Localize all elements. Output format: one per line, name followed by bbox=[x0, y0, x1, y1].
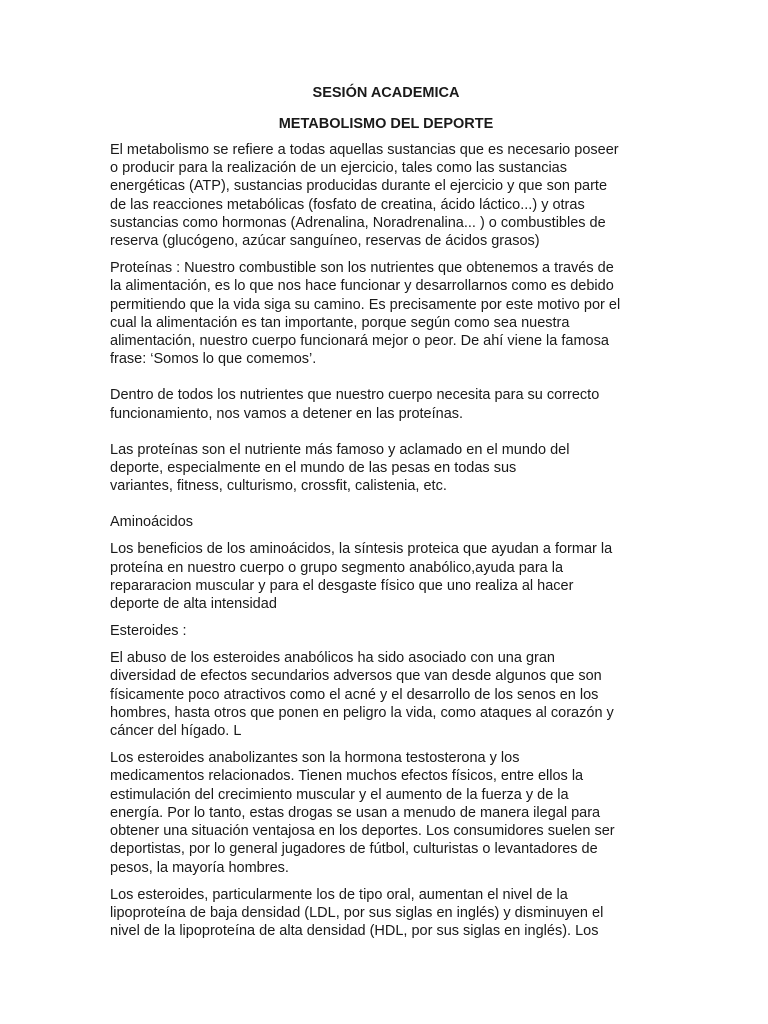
text-line: variantes, fitness, culturismo, crossfit, calistenia, etc. bbox=[110, 478, 447, 495]
paragraph-abuso-esteroides bbox=[110, 649, 662, 740]
document-title: SESIÓN ACADEMICA bbox=[312, 85, 460, 101]
text-line: Dentro de todos los nutrientes que nuestro cuerpo necesita para su correcto bbox=[110, 387, 600, 404]
text-line: El abuso de los esteroides anabólicos ha sido asociado con una gran bbox=[110, 650, 555, 667]
text-line: Los beneficios de los aminoácidos, la síntesis proteica que ayudan a formar la bbox=[110, 541, 613, 558]
text-line: estimulación del crecimiento muscular y el aumento de la fuerza y de la bbox=[110, 786, 569, 803]
text-line: deportistas, por lo general jugadores de fútbol, culturistas o levantadores de bbox=[110, 841, 598, 858]
paragraph-lipoproteinas bbox=[110, 886, 662, 941]
paragraph-aminoacidos bbox=[110, 540, 662, 613]
text-line: energéticas (ATP), sustancias producidas durante el ejercicio y que son parte bbox=[110, 178, 608, 195]
text-line: energía. Por lo tanto, estas drogas se usan a menudo de manera ilegal para bbox=[110, 804, 601, 821]
text-line: cual la alimentación es tan importante, porque según como sea nuestra bbox=[110, 314, 570, 331]
text-line: deporte, especialmente en el mundo de las pesas en todas sus bbox=[110, 460, 517, 477]
document-subtitle: METABOLISMO DEL DEPORTE bbox=[278, 116, 494, 132]
text-line: medicamentos relacionados. Tienen muchos efectos físicos, entre ellos la bbox=[110, 768, 584, 785]
text-line: diversidad de efectos secundarios adversos que van desde algunos que son bbox=[110, 668, 602, 685]
text-line: Proteínas : Nuestro combustible son los nutrientes que obtenemos a través de bbox=[110, 260, 614, 277]
text-line: o producir para la realización de un ejercicio, tales como las sustancias bbox=[110, 160, 567, 177]
text-line: sustancias como hormonas (Adrenalina, Noradrenalina... ) o combustibles de bbox=[110, 214, 606, 231]
text-line: cáncer del hígado. L bbox=[110, 723, 242, 740]
section-label-esteroides: Esteroides : bbox=[110, 623, 187, 640]
text-line: Las proteínas son el nutriente más famoso y aclamado en el mundo del bbox=[110, 441, 570, 458]
paragraph-proteinas-deporte bbox=[110, 441, 662, 496]
text-line: proteína en nuestro cuerpo o grupo segmento anabólico,ayuda para la bbox=[110, 559, 564, 576]
paragraph-esteroides-anabolizantes bbox=[110, 749, 662, 876]
text-line: pesos, la mayoría hombres. bbox=[110, 859, 289, 876]
text-line: funcionamiento, nos vamos a detener en las proteínas. bbox=[110, 405, 464, 422]
text-line: El metabolismo se refiere a todas aquellas sustancias que es necesario poseer bbox=[110, 142, 619, 158]
text-line: permitiendo que la vida siga su camino. Es precisamente por este motivo por el bbox=[110, 296, 621, 313]
text-line: hombres, hasta otros que ponen en peligro la vida, como ataques al corazón y bbox=[110, 704, 614, 721]
text-line: nivel de la lipoproteína de alta densidad (HDL, por sus siglas en inglés). Los bbox=[110, 923, 599, 940]
text-line: deporte de alta intensidad bbox=[110, 596, 277, 613]
text-line: frase: ‘Somos lo que comemos’. bbox=[110, 351, 317, 368]
text-line: de las reacciones metabólicas (fosfato de creatina, ácido láctico...) y otras bbox=[110, 196, 585, 213]
text-line: repararacion muscular y para el desgaste físico que uno realiza al hacer bbox=[110, 577, 574, 594]
text-line: obtener una situación ventajosa en los deportes. Los consumidores suelen ser bbox=[110, 823, 615, 840]
text-line: físicamente poco atractivos como el acné y el desarrollo de los senos en los bbox=[110, 686, 599, 703]
text-line: la alimentación, es lo que nos hace funcionar y desarrollarnos como es debido bbox=[110, 278, 614, 295]
text-line: reserva (glucógeno, azúcar sanguíneo, reservas de ácidos grasos) bbox=[110, 233, 540, 250]
text-line: lipoproteína de baja densidad (LDL, por sus siglas en inglés) y disminuyen el bbox=[110, 904, 604, 921]
text-line: alimentación, nuestro cuerpo funcionará mejor o peor. De ahí viene la famosa bbox=[110, 333, 609, 350]
document-content bbox=[110, 84, 662, 949]
paragraph-nutrientes bbox=[110, 386, 662, 422]
section-label-aminoacidos: Aminoácidos bbox=[110, 514, 194, 531]
text-line: Los esteroides, particularmente los de tipo oral, aumentan el nivel de la bbox=[110, 886, 568, 903]
text-line: Los esteroides anabolizantes son la hormona testosterona y los bbox=[110, 750, 520, 767]
paragraph-metabolismo bbox=[110, 141, 662, 250]
paragraph-proteinas bbox=[110, 259, 662, 368]
